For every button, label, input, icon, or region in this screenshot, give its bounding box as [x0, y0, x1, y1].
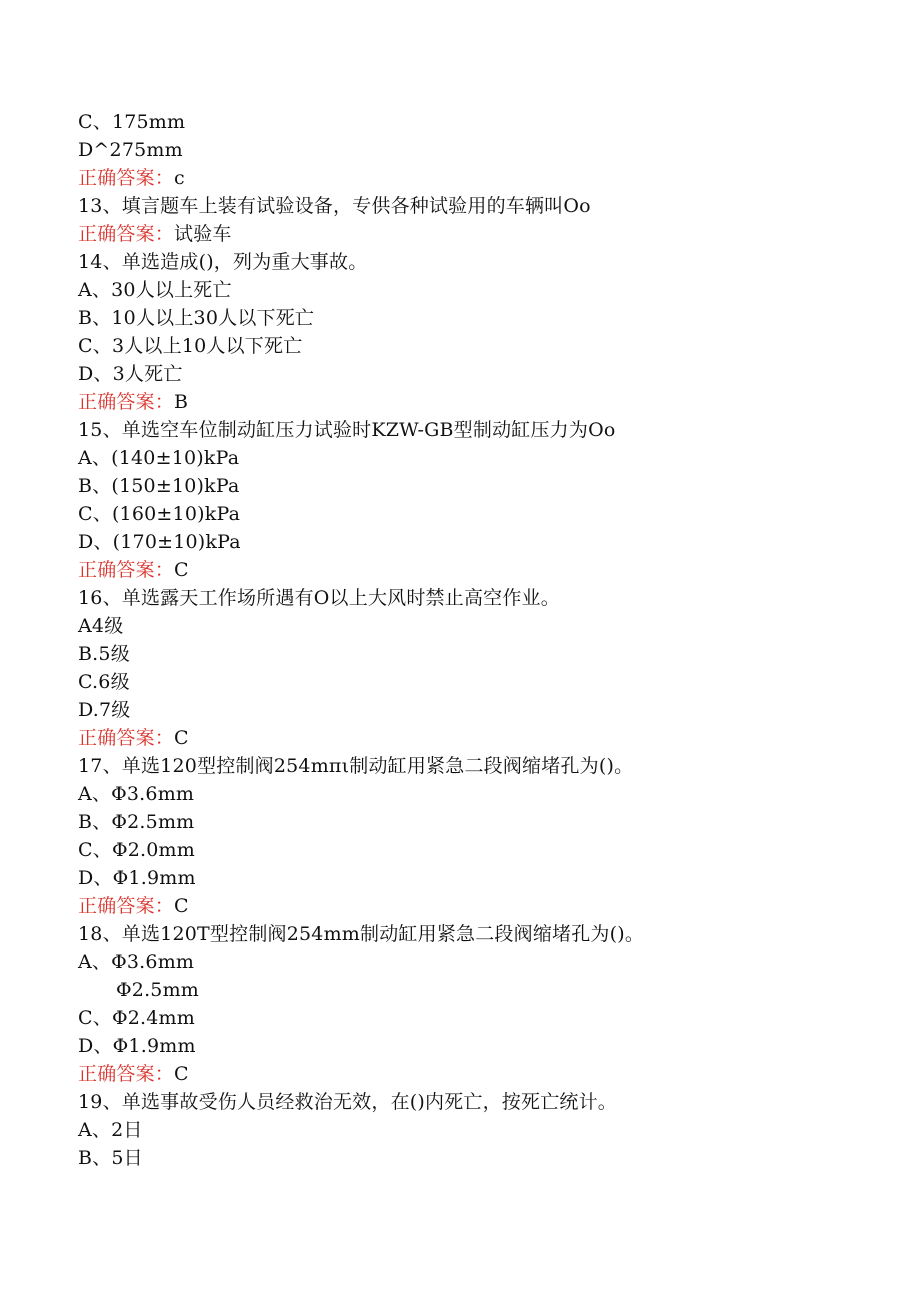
option-line: C、Φ2.4mm	[78, 1007, 195, 1029]
question-line: 18、单选120T型控制阀254mm制动缸用紧急二段阀缩堵孔为()。	[78, 923, 645, 945]
answer-label: 正确答案：	[78, 391, 175, 413]
option-line: C、175mm	[78, 111, 186, 133]
answer-label: 正确答案：	[78, 1063, 175, 1085]
question-line: 17、单选120型控制阀254mπι制动缸用紧急二段阀缩堵孔为()。	[78, 755, 634, 777]
option-line: A、Φ3.6mm	[78, 783, 195, 805]
answer-value: C	[174, 559, 189, 581]
option-line: D、Φ1.9mm	[78, 1035, 196, 1057]
option-line: C.6级	[78, 671, 130, 693]
answer-value: C	[174, 1063, 189, 1085]
answer-line	[78, 556, 878, 584]
answer-value: C	[174, 727, 189, 749]
answer-value: 试验车	[174, 223, 232, 245]
option-line: C、(160±10)kPa	[78, 503, 241, 525]
answer-value: B	[174, 391, 189, 413]
answer-label: 正确答案：	[78, 223, 175, 245]
answer-label: 正确答案：	[78, 727, 175, 749]
answer-line	[78, 164, 878, 192]
option-line: B、(150±10)kPa	[78, 475, 240, 497]
question-line: 14、单选造成()，列为重大事故。	[78, 251, 368, 273]
option-line: Φ2.5mm	[116, 979, 200, 1001]
option-line: C、Φ2.0mm	[78, 839, 195, 861]
answer-line	[78, 1060, 878, 1088]
option-line: A、30人以上死亡	[78, 279, 232, 301]
question-line: 13、填言题车上装有试验设备，专供各种试验用的车辆叫Oo	[78, 195, 591, 217]
option-line: D.7级	[78, 699, 131, 721]
answer-line	[78, 388, 878, 416]
option-line: A、Φ3.6mm	[78, 951, 195, 973]
option-line: A、2日	[78, 1119, 143, 1141]
option-line: D^275mm	[78, 139, 183, 161]
answer-value: c	[174, 167, 185, 189]
answer-value: C	[174, 895, 189, 917]
question-list	[78, 108, 878, 1172]
option-line: A、(140±10)kPa	[78, 447, 240, 469]
question-line: 19、单选事故受伤人员经救治无效，在()内死亡，按死亡统计。	[78, 1091, 618, 1113]
option-line: B、10人以上30人以下死亡	[78, 307, 315, 329]
answer-label: 正确答案：	[78, 167, 175, 189]
answer-label: 正确答案：	[78, 559, 175, 581]
question-line: 15、单选空车位制动缸压力试验时KZW-GB型制动缸压力为Oo	[78, 419, 616, 441]
answer-line	[78, 220, 878, 248]
answer-line	[78, 892, 878, 920]
option-line: B.5级	[78, 643, 130, 665]
option-line: D、(170±10)kPa	[78, 531, 241, 553]
option-line: C、3人以上10人以下死亡	[78, 335, 303, 357]
answer-label: 正确答案：	[78, 895, 175, 917]
option-line: A4级	[78, 615, 124, 637]
question-line: 16、单选露天工作场所遇有O以上大风时禁止高空作业。	[78, 587, 560, 609]
answer-line	[78, 724, 878, 752]
option-line: B、Φ2.5mm	[78, 811, 195, 833]
option-line: B、5日	[78, 1147, 143, 1169]
option-line: D、3人死亡	[78, 363, 183, 385]
option-line: D、Φ1.9mm	[78, 867, 196, 889]
